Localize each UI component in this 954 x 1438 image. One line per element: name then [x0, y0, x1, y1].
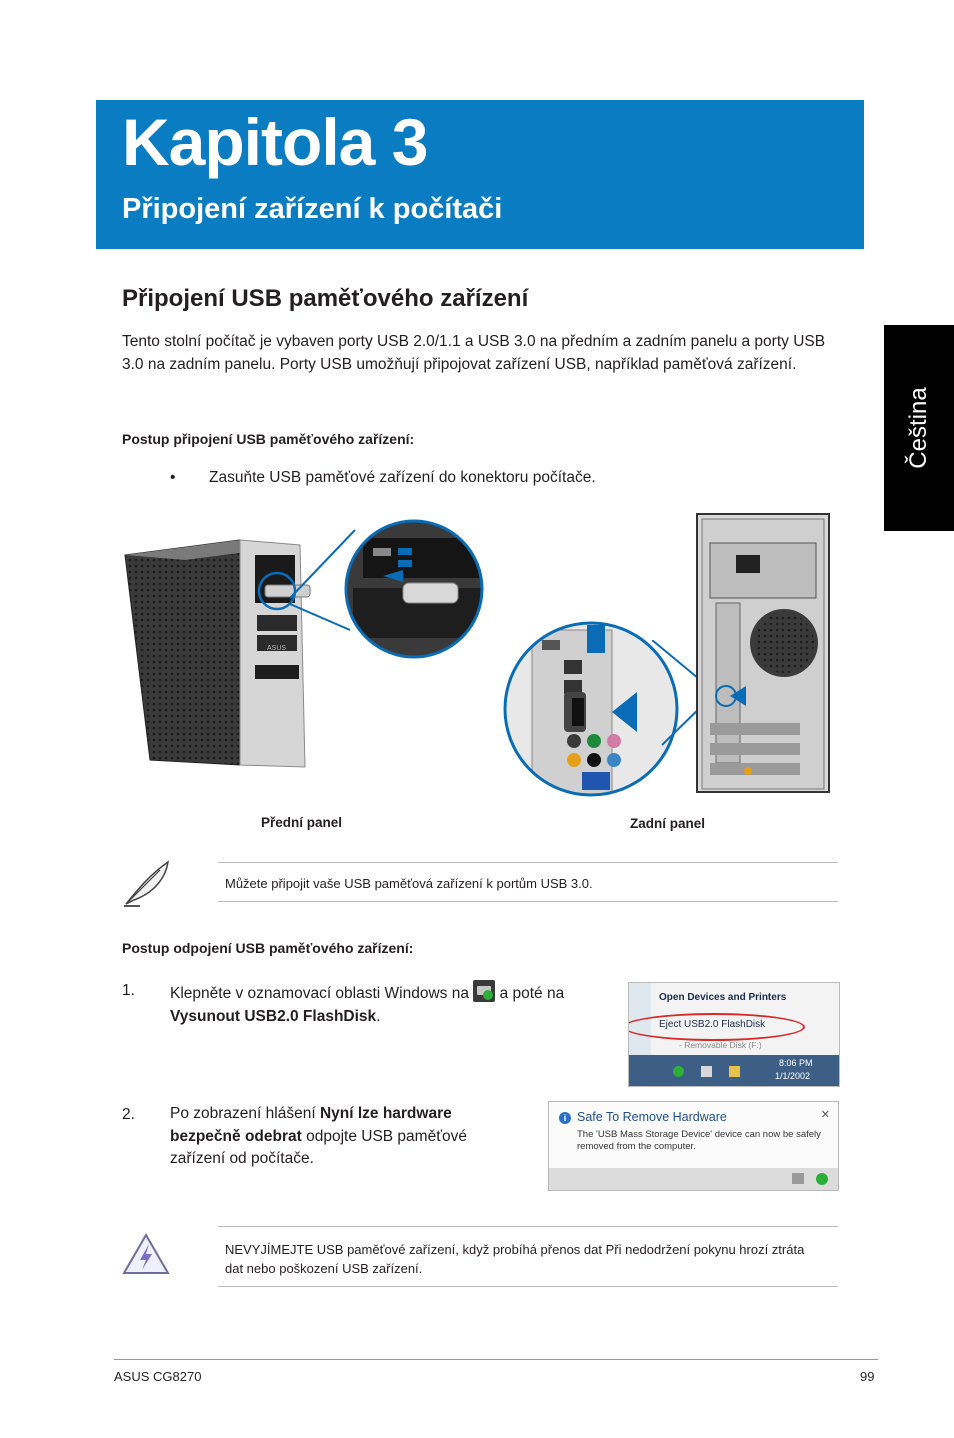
menu-eject-flashdisk[interactable]: Eject USB2.0 FlashDisk [659, 1019, 766, 1030]
menu-removable-disk: - Removable Disk (F:) [679, 1040, 762, 1050]
red-highlight-ellipse [628, 1013, 805, 1041]
step2-number: 2. [122, 1106, 135, 1123]
connect-bullet-text: Zasuňte USB paměťové zařízení do konektoru počítače. [209, 469, 596, 486]
speaker-icon[interactable] [701, 1066, 712, 1077]
menu-open-devices[interactable]: Open Devices and Printers [659, 992, 787, 1003]
chapter-title: Kapitola 3 [122, 105, 428, 179]
disconnect-heading: Postup odpojení USB paměťového zařízení: [122, 940, 414, 956]
footer-model: ASUS CG8270 [114, 1369, 202, 1384]
language-label: Čeština [905, 387, 932, 469]
front-panel-caption: Přední panel [261, 815, 343, 830]
connect-heading: Postup připojení USB paměťového zařízení: [122, 431, 415, 447]
note-bottom-rule [218, 901, 838, 902]
rear-panel-illustration [696, 513, 830, 793]
language-tab [884, 325, 954, 531]
step2-text [170, 1103, 510, 1171]
step2-after: odpojte USB paměťové zařízení od počítače. [170, 1127, 467, 1167]
tray-usb-icon-2[interactable] [816, 1173, 828, 1185]
warning-text: NEVYJÍMEJTE USB paměťové zařízení, když probíhá přenos dat Při nedodržení pokynu hrozí ztráta dat nebo poškození USB zařízení. [225, 1242, 805, 1276]
taskbar [629, 1055, 839, 1086]
step1-after: a poté na [495, 985, 565, 1002]
balloon-notification-screenshot [548, 1101, 839, 1191]
balloon-title: Safe To Remove Hardware [577, 1110, 727, 1124]
section-title: Připojení USB paměťového zařízení [122, 285, 529, 312]
tray-menu-screenshot [628, 982, 840, 1087]
flag-icon[interactable] [729, 1066, 740, 1077]
step1-end: . [376, 1007, 381, 1025]
step1-before: Klepněte v oznamovací oblasti Windows na [170, 985, 469, 1002]
bullet-symbol: • [170, 469, 176, 486]
warning-triangle-icon [122, 1232, 170, 1276]
page-number: 99 [860, 1369, 875, 1384]
rear-panel-caption: Zadní panel [630, 816, 706, 831]
note-top-rule [218, 862, 838, 863]
brand-label: ASUS [267, 645, 287, 652]
balloon-body: The 'USB Mass Storage Device' device can now be safely removed from the computer. [577, 1129, 821, 1152]
info-icon: i [559, 1112, 571, 1124]
tray-date: 1/1/2002 [775, 1071, 811, 1081]
balloon-close-icon[interactable]: ✕ [820, 1109, 830, 1121]
front-zoom-callout [343, 518, 485, 660]
warning-top-rule [218, 1226, 838, 1227]
balloon-taskbar [549, 1168, 838, 1190]
tray-icon[interactable] [792, 1173, 804, 1184]
footer-rule [114, 1359, 878, 1360]
note-text: Můžete připojit vaše USB paměťová zařízení k portům USB 3.0. [225, 876, 593, 891]
step1-text [170, 980, 620, 1028]
tray-time: 8:06 PM [779, 1058, 813, 1068]
tray-usb-icon[interactable] [673, 1066, 684, 1077]
step1-bold: Vysunout USB2.0 FlashDisk [170, 1007, 377, 1025]
chapter-subtitle: Připojení zařízení k počítači [122, 193, 503, 225]
safely-remove-hardware-icon[interactable] [473, 980, 495, 1002]
step1-number: 1. [122, 982, 135, 999]
intro-paragraph: Tento stolní počítač je vybaven porty USB 2.0/1.1 a USB 3.0 na předním a zadním panelu a porty USB 3.0 na zadním panelu. Porty USB umožňují připojovat zařízení USB, například paměťová zařízení. [122, 333, 826, 373]
step2-bold: Nyní lze hardware bezpečně odebrat [170, 1105, 452, 1145]
warning-bottom-rule [218, 1286, 838, 1287]
step2-before: Po zobrazení hlášení [170, 1105, 320, 1122]
feather-pen-icon [120, 858, 172, 910]
